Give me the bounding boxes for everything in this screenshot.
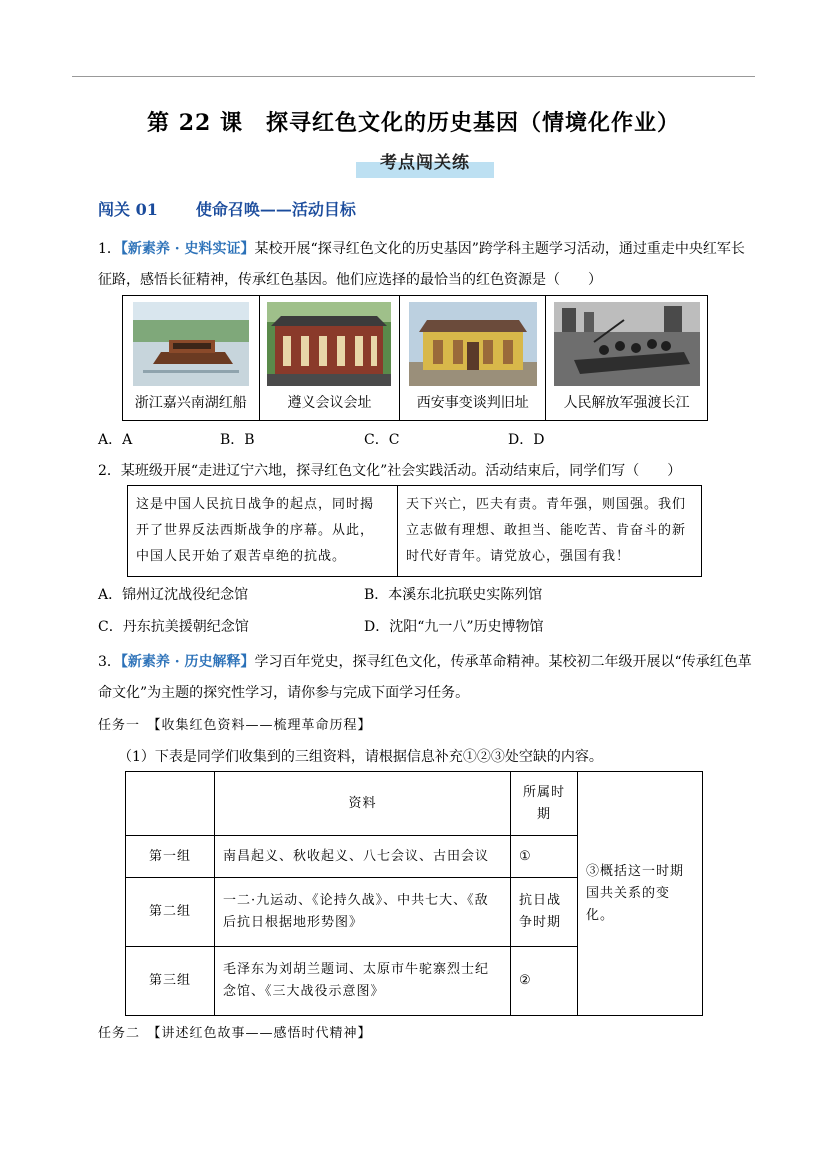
badge-label: 考点闯关练 — [380, 153, 470, 173]
table-row: 第二组 一二·九运动、《论持久战》、中共七大、《敌 后抗日根据地形势图》 抗日战 争时期 — [126, 878, 703, 947]
q1-cell-b — [259, 296, 400, 421]
table-note-cell: ③概括这一时期 国共关系的变化。 — [578, 772, 703, 1016]
section-name: 使命召唤——活动目标 — [195, 200, 356, 219]
q1-caption-a: 浙江嘉兴南湖红船 — [134, 395, 247, 411]
section-badge — [356, 148, 494, 180]
section-number: 闯关 01 — [98, 200, 158, 219]
page-title: 第 22 课 探寻红色文化的历史基因（情境化作业） — [147, 110, 680, 136]
table-row: 第一组 南昌起义、秋收起义、八七会议、古田会议 ① — [126, 836, 703, 878]
q1-cell-a — [123, 296, 260, 421]
q3-task1: 任务一 【收集红色资料——梳理革命历程】 — [98, 718, 372, 733]
q2-quote-table — [127, 485, 702, 577]
q2-quote-right: 天下兴亡，匹夫有责。青年强，则国强。我们 立志做有理想、敢担当、能吃苦、肯奋斗的新 时代好青年。请党放心，强国有我！ — [398, 486, 702, 577]
q1-option-b[interactable]: B．B — [220, 432, 255, 448]
q1-cell-d — [546, 296, 708, 421]
q2-option-d[interactable]: D．沈阳“九一八”历史博物馆 — [364, 619, 544, 635]
table-head-period: 所属时 期 — [511, 772, 578, 836]
q1-stem-line1: 1．【新素养 · 史料实证】某校开展“探寻红色文化的历史基因”跨学科主题学习活动，通过重走中央红军长 — [98, 241, 745, 257]
zunyi-site-photo — [267, 302, 391, 386]
q2-quote-left: 这是中国人民抗日战争的起点，同时揭 开了世界反法西斯战争的序幕。从此， 中国人民开始了艰苦卓绝的抗战。 — [128, 486, 398, 577]
q1-cell-c — [400, 296, 546, 421]
q3-task2: 任务二 【讲述红色故事——感悟时代精神】 — [98, 1026, 372, 1041]
q2-option-b[interactable]: B．本溪东北抗联史实陈列馆 — [364, 587, 543, 603]
q3-data-table — [125, 771, 703, 1016]
q1-option-a[interactable]: A．A — [98, 432, 133, 448]
q2-option-c[interactable]: C．丹东抗美援朝纪念馆 — [98, 619, 249, 635]
q1-caption-b: 遵义会议会址 — [287, 395, 372, 411]
q2-option-a[interactable]: A．锦州辽沈战役纪念馆 — [98, 587, 249, 603]
q1-caption-c: 西安事变谈判旧址 — [416, 395, 529, 411]
q3-stem-line2: 命文化”为主题的探究性学习，请你参与完成下面学习任务。 — [98, 685, 470, 701]
section-heading — [98, 197, 356, 220]
q3-sub1: （1）下表是同学们收集到的三组资料，请根据信息补充①②③处空缺的内容。 — [118, 749, 603, 765]
header-rule — [72, 76, 755, 77]
q1-caption-d: 人民解放军强渡长江 — [563, 395, 690, 411]
q1-tag: 【新素养 · 史料实证】 — [120, 241, 255, 257]
q3-stem-line1: 3．【新素养 · 历史解释】学习百年党史，探寻红色文化，传承革命精神。某校初二年级开展以“传承红色革 — [98, 654, 752, 670]
table-head-blank — [126, 772, 215, 836]
yangtze-crossing-photo — [554, 302, 700, 386]
xian-site-photo — [409, 302, 537, 386]
q1-image-table — [122, 295, 708, 421]
q1-option-d[interactable]: D．D — [508, 432, 545, 448]
q1-option-c[interactable]: C．C — [364, 432, 400, 448]
red-boat-photo — [133, 302, 249, 386]
q3-tag: 【新素养 · 历史解释】 — [120, 654, 255, 670]
q2-stem: 2．某班级开展“走进辽宁六地，探寻红色文化”社会实践活动。活动结束后，同学们写（ ） — [98, 463, 682, 479]
table-row: 第三组 毛泽东为刘胡兰题词、太原市牛驼寨烈士纪 念馆、《三大战役示意图》 ② — [126, 947, 703, 1016]
q1-stem-line2: 征路，感悟长征精神，传承红色基因。他们应选择的最恰当的红色资源是（ ） — [98, 272, 602, 288]
table-head-material: 资料 — [215, 772, 511, 836]
